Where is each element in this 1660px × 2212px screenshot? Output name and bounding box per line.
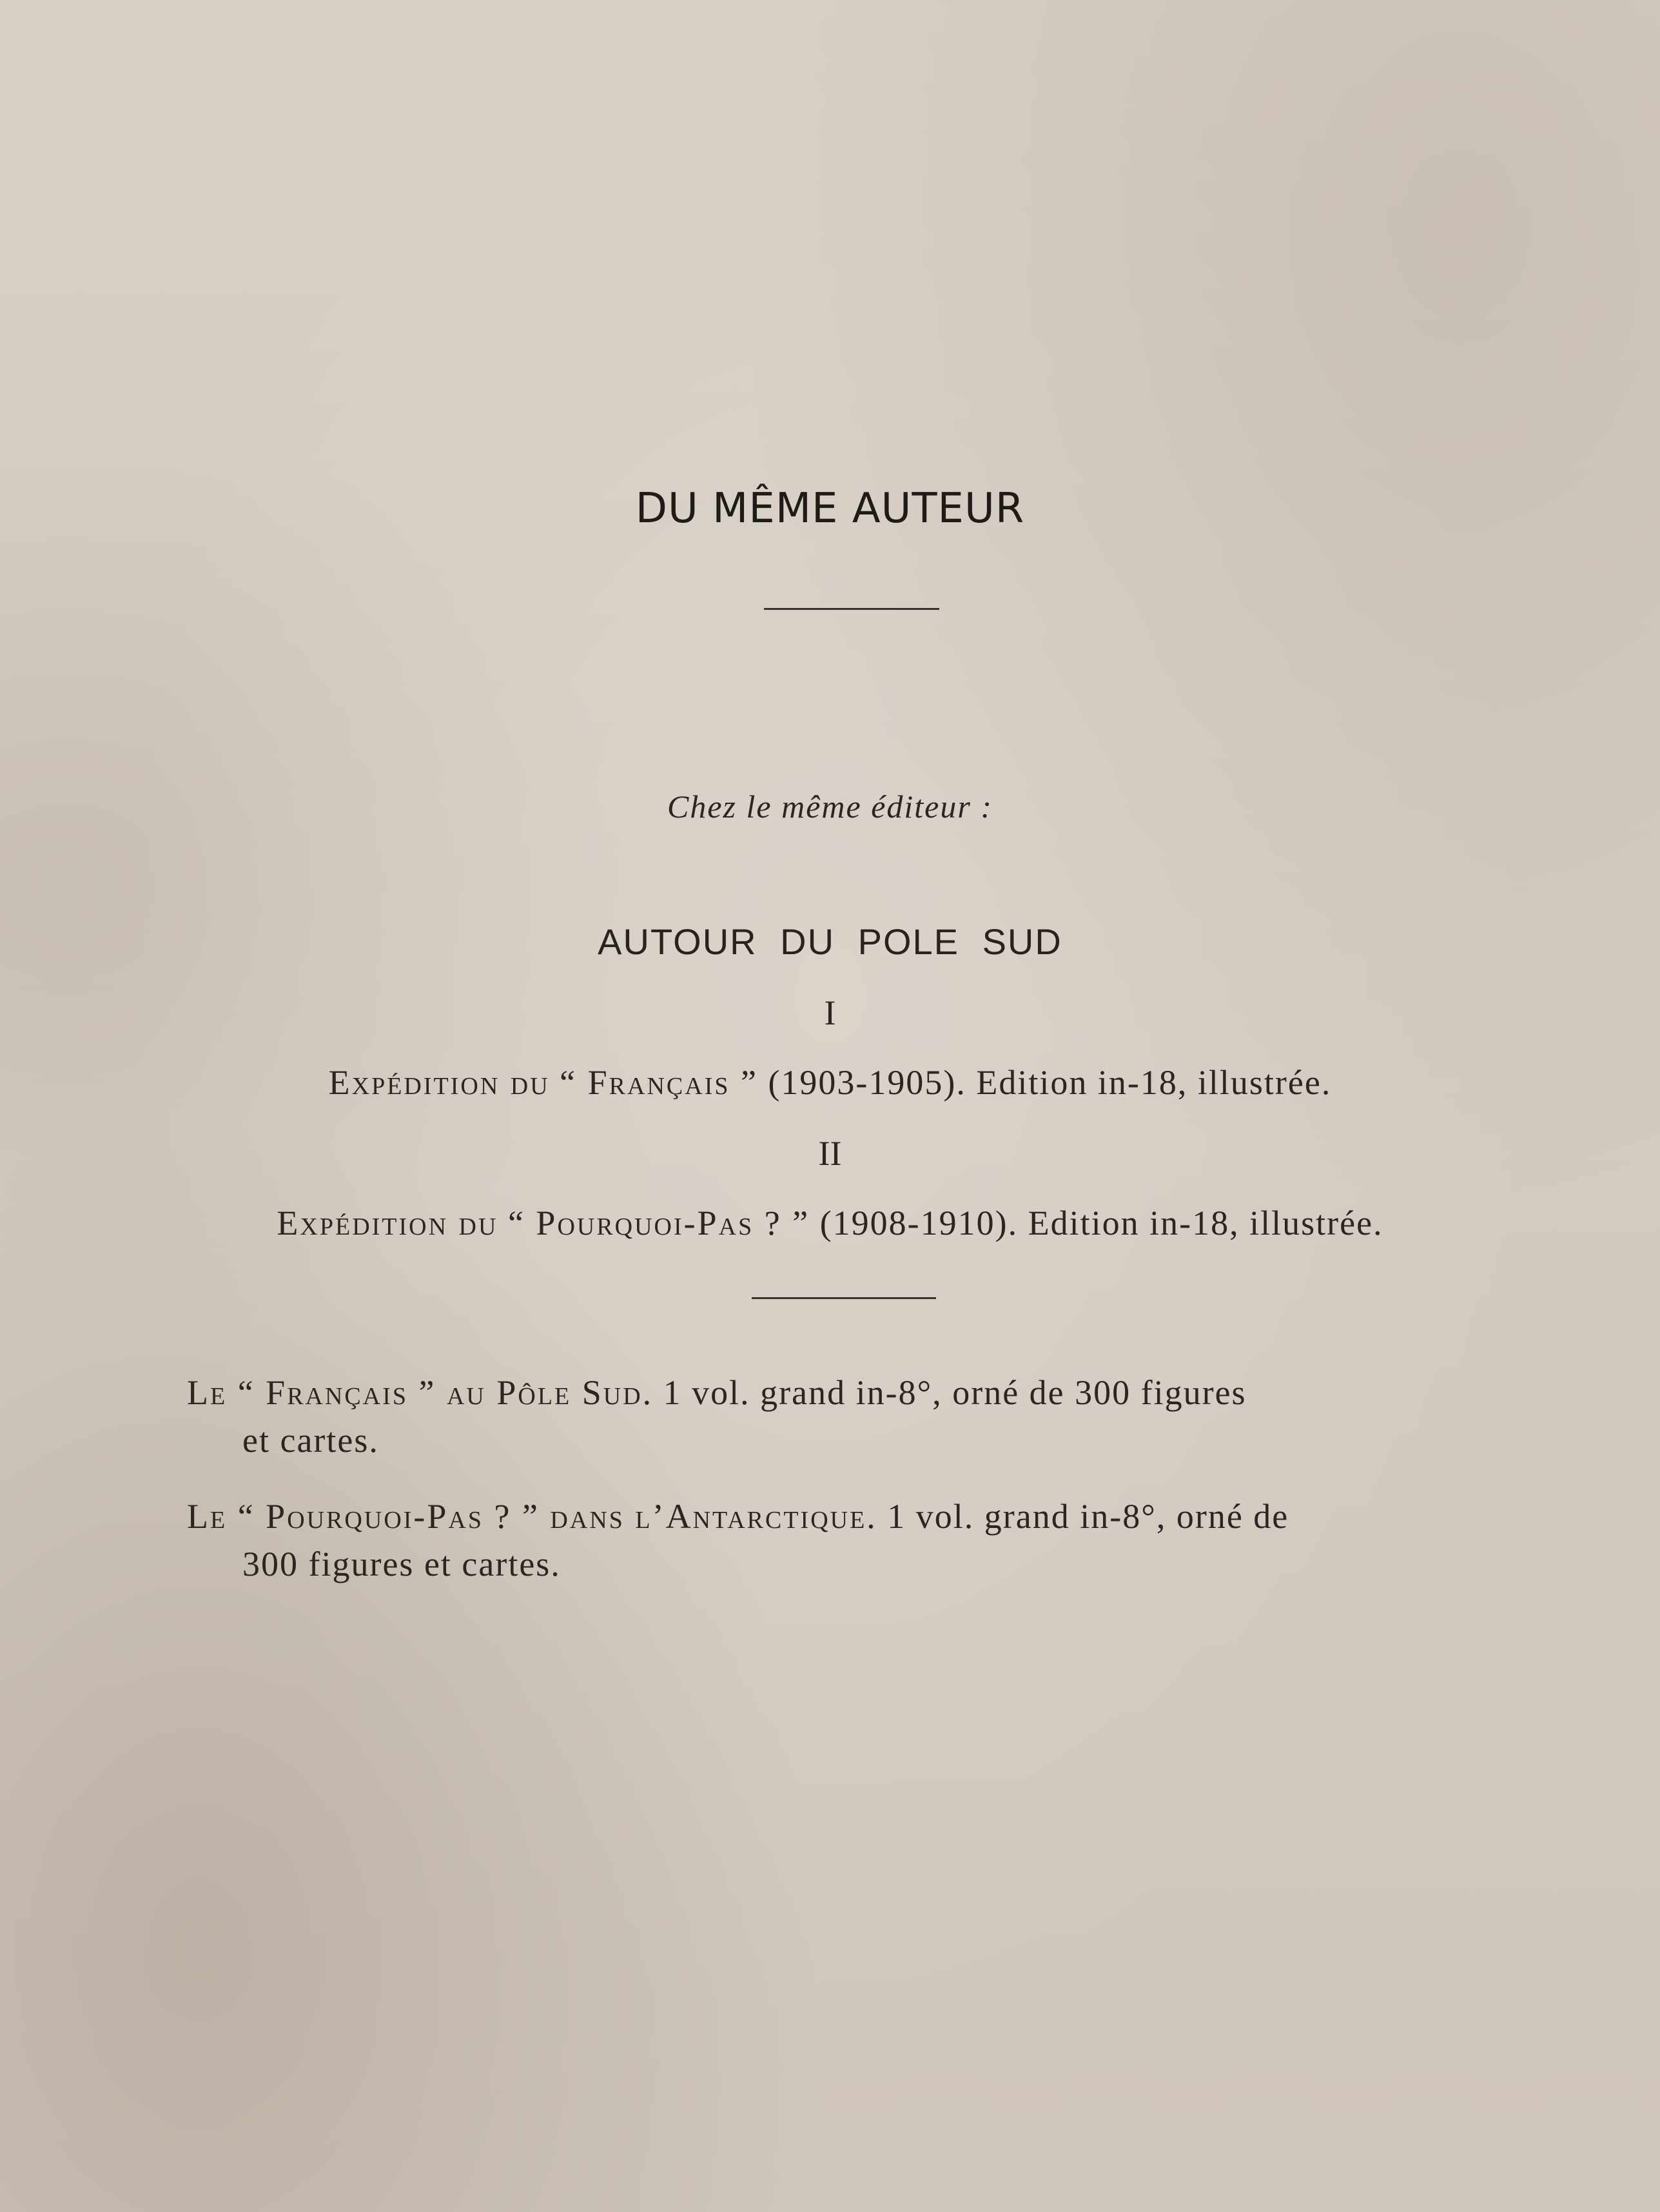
book-entry: [187, 1493, 1509, 1588]
divider-rule: [764, 608, 939, 610]
volume-dates: (1908-1910).: [819, 1204, 1019, 1242]
volume-numeral: II: [818, 1134, 842, 1173]
page-title: DU MÊME AUTEUR: [635, 485, 1025, 533]
volume-prefix: Expédition du: [328, 1063, 550, 1102]
book-entry: [187, 1369, 1509, 1464]
series-title: AUTOUR DU POLE SUD: [598, 921, 1062, 962]
volume-edition: Edition in-18, illustrée.: [1028, 1204, 1383, 1242]
book-title: Le “ Français ” au Pôle Sud.: [187, 1373, 654, 1412]
volume-numeral: I: [824, 993, 836, 1032]
volume-line: [0, 1203, 1660, 1243]
divider-rule: [752, 1297, 936, 1299]
book-details: 1 vol. grand in-8°, orné de: [887, 1497, 1289, 1536]
volume-dates: (1903-1905).: [768, 1063, 966, 1102]
volume-edition: Edition in-18, illustrée.: [976, 1063, 1332, 1102]
book-title: Le “ Pourquoi-Pas ? ” dans l’Antarctique.: [187, 1497, 877, 1536]
book-details-continuation: 300 figures et cartes.: [242, 1545, 561, 1583]
volume-prefix: Expédition du: [277, 1204, 498, 1242]
book-details-continuation: et cartes.: [242, 1421, 379, 1460]
ship-name: “ Pourquoi-Pas ? ”: [507, 1204, 810, 1242]
volume-line: [0, 1062, 1660, 1102]
ship-name: “ Français ”: [560, 1063, 758, 1102]
book-details: 1 vol. grand in-8°, orné de 300 figures: [663, 1373, 1247, 1412]
publisher-note: Chez le même éditeur :: [667, 788, 993, 825]
